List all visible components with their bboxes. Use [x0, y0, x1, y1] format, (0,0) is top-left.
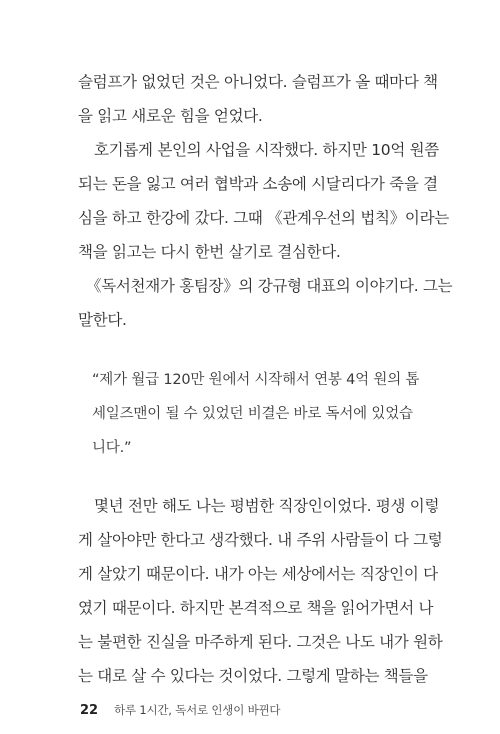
text-line: 게 살아야만 한다고 생각했다. 내 주위 사람들이 다 그렇	[78, 531, 443, 549]
text-line: 《독서천재가 홍팀장》의 강규형 대표의 이야기다. 그는	[86, 277, 453, 295]
text-line: 는 불편한 진실을 마주하게 된다. 그것은 나도 내가 원하	[78, 633, 443, 651]
running-title: 하루 1시간, 독서로 인생이 바뀐다	[114, 703, 281, 717]
text-line: 였기 때문이다. 하지만 본격적으로 책을 읽어가면서 나	[78, 599, 434, 617]
text-line: 는 대로 살 수 있다는 것이었다. 그렇게 말하는 책들을	[78, 667, 428, 685]
text-line: 슬럼프가 없었던 것은 아니었다. 슬럼프가 올 때마다 책	[78, 73, 438, 91]
quote-line: “제가 월급 120만 원에서 시작해서 연봉 4억 원의 톱	[92, 372, 420, 388]
text-line: 책을 읽고는 다시 한번 살기로 결심한다.	[78, 243, 341, 261]
text-line: 호기롭게 본인의 사업을 시작했다. 하지만 10억 원쯤	[94, 141, 439, 159]
text-line: 심을 하고 한강에 갔다. 그때 《관계우선의 법칙》이라는	[78, 209, 449, 227]
text-line: 몇년 전만 해도 나는 평범한 직장인이었다. 평생 이렇	[94, 497, 440, 515]
text-line: 을 읽고 새로운 힘을 얻었다.	[78, 107, 263, 125]
page-footer	[80, 702, 280, 718]
quote-line: 세일즈맨이 될 수 있었던 비결은 바로 독서에 있었습	[92, 406, 413, 422]
text-line: 말한다.	[78, 311, 127, 329]
text-line: 게 살았기 때문이다. 내가 아는 세상에서는 직장인이 다	[78, 565, 438, 583]
text-line: 되는 돈을 잃고 여러 협박과 소송에 시달리다가 죽을 결	[78, 175, 438, 193]
quote-line: 니다.”	[92, 440, 132, 456]
page-number: 22	[80, 703, 99, 718]
